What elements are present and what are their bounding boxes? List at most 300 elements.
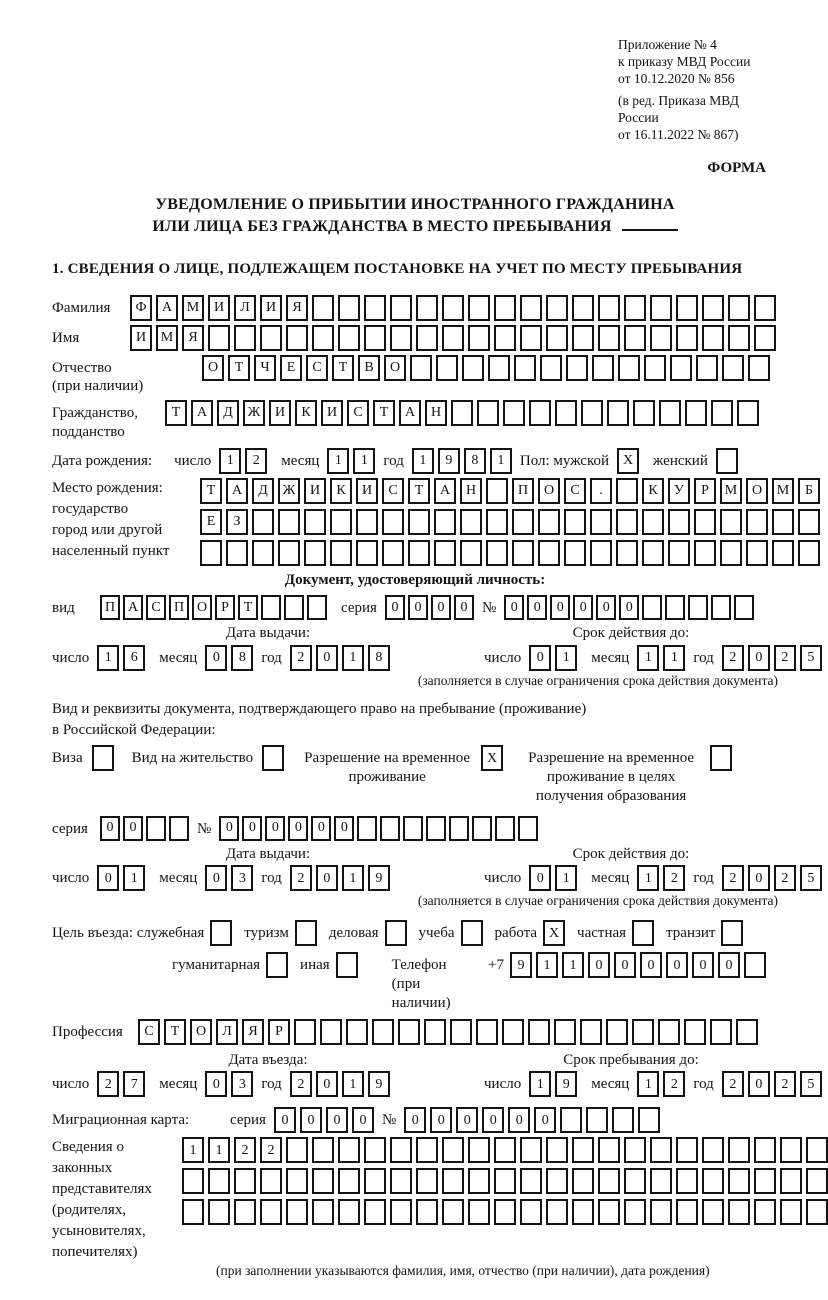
month-label: месяц bbox=[281, 452, 320, 469]
rvp-checkbox bbox=[481, 745, 503, 771]
form-cell: 0 bbox=[288, 816, 308, 841]
form-cell bbox=[462, 355, 484, 381]
form-cell bbox=[711, 595, 731, 620]
form-cell: 0 bbox=[334, 816, 354, 841]
profession-row bbox=[52, 1019, 778, 1045]
phone-digit-cells bbox=[510, 952, 766, 978]
form-cell bbox=[520, 1199, 542, 1225]
month-label: месяц bbox=[159, 870, 198, 887]
form-cell bbox=[572, 295, 594, 321]
form-cell: И bbox=[321, 400, 343, 426]
form-cell bbox=[390, 295, 412, 321]
form-cell bbox=[642, 509, 664, 535]
form-cell: Л bbox=[234, 295, 256, 321]
form-cell bbox=[754, 1137, 776, 1163]
form-cell bbox=[382, 509, 404, 535]
id-doc-type-label: вид bbox=[52, 600, 75, 617]
form-cell: 9 bbox=[555, 1071, 577, 1097]
form-cell: 5 bbox=[800, 645, 822, 671]
form-cell: 0 bbox=[534, 1107, 556, 1133]
form-cell bbox=[580, 1019, 602, 1045]
form-cell: 2 bbox=[722, 865, 744, 891]
form-cell: 2 bbox=[663, 865, 685, 891]
purpose-other-checkbox bbox=[336, 952, 358, 978]
form-cell: X bbox=[617, 448, 639, 474]
form-cell bbox=[278, 509, 300, 535]
id-doc-type-cells bbox=[100, 595, 327, 620]
entry-year-cells bbox=[290, 1071, 390, 1097]
purpose-transit-checkbox bbox=[721, 920, 743, 946]
patronymic-label: Отчество (при наличии) bbox=[52, 359, 144, 395]
form-cell: 1 bbox=[637, 645, 659, 671]
birth-place-label: государство bbox=[52, 500, 129, 517]
entry-dates-row bbox=[52, 1071, 815, 1097]
form-cell bbox=[650, 1137, 672, 1163]
form-cell bbox=[754, 1199, 776, 1225]
phone-field bbox=[392, 952, 766, 1012]
surname-row bbox=[52, 295, 778, 321]
form-cell bbox=[416, 1137, 438, 1163]
form-cell: Ж bbox=[243, 400, 265, 426]
form-cell bbox=[772, 540, 794, 566]
form-cell: С bbox=[382, 478, 404, 504]
form-cell bbox=[754, 295, 776, 321]
form-cell: 2 bbox=[663, 1071, 685, 1097]
form-cell bbox=[320, 1019, 342, 1045]
form-cell bbox=[486, 540, 508, 566]
form-cell bbox=[728, 325, 750, 351]
form-cell bbox=[633, 400, 655, 426]
form-cell bbox=[592, 355, 614, 381]
form-cell bbox=[357, 816, 377, 841]
form-cell bbox=[286, 1168, 308, 1194]
form-cell bbox=[512, 540, 534, 566]
form-cell bbox=[424, 1019, 446, 1045]
form-cell bbox=[286, 1199, 308, 1225]
form-cell bbox=[451, 400, 473, 426]
form-cell: Р bbox=[268, 1019, 290, 1045]
id-valid-month-cells bbox=[637, 645, 685, 671]
stay-issue-year-cells bbox=[290, 865, 390, 891]
form-cell: Е bbox=[280, 355, 302, 381]
form-cell: 0 bbox=[205, 865, 227, 891]
form-cell: М bbox=[720, 478, 742, 504]
stay-doc-dates-titles bbox=[52, 845, 778, 866]
representatives-row3 bbox=[182, 1199, 828, 1225]
form-cell: Я bbox=[286, 295, 308, 321]
form-cell bbox=[694, 540, 716, 566]
form-cell bbox=[200, 540, 222, 566]
form-cell: 5 bbox=[800, 865, 822, 891]
form-cell bbox=[252, 509, 274, 535]
form-cell bbox=[330, 509, 352, 535]
form-cell bbox=[461, 920, 483, 946]
form-cell bbox=[312, 1137, 334, 1163]
form-cell: 0 bbox=[408, 595, 428, 620]
permit-residence bbox=[132, 745, 284, 771]
migration-card-row bbox=[52, 1107, 778, 1133]
form-cell bbox=[798, 540, 820, 566]
form-title bbox=[52, 194, 778, 238]
form-cell bbox=[382, 540, 404, 566]
birth-place-label: Место рождения: bbox=[52, 479, 163, 496]
id-doc-dates-titles bbox=[52, 624, 778, 645]
form-cell: 9 bbox=[438, 448, 460, 474]
form-cell bbox=[702, 295, 724, 321]
stay-until-year-cells bbox=[722, 1071, 822, 1097]
form-cell bbox=[460, 540, 482, 566]
form-cell bbox=[650, 295, 672, 321]
appendix-line: (в ред. Приказа МВД России bbox=[618, 93, 739, 125]
form-cell: 9 bbox=[368, 1071, 390, 1097]
birth-place-labels bbox=[52, 478, 200, 562]
form-cell: И bbox=[130, 325, 152, 351]
form-cell: 0 bbox=[619, 595, 639, 620]
id-doc-row bbox=[52, 595, 778, 620]
day-label: число bbox=[174, 452, 212, 469]
form-cell: Н bbox=[460, 478, 482, 504]
appendix-line: Приложение № 4 bbox=[618, 37, 717, 52]
birth-date-label: Дата рождения: bbox=[52, 452, 153, 469]
stay-doc-valid-title: Срок действия до: bbox=[572, 845, 690, 862]
form-cell bbox=[624, 1168, 646, 1194]
form-cell bbox=[684, 1019, 706, 1045]
form-cell bbox=[385, 920, 407, 946]
form-cell: Л bbox=[216, 1019, 238, 1045]
purpose-work bbox=[495, 920, 566, 946]
form-cell bbox=[581, 400, 603, 426]
form-cell bbox=[616, 540, 638, 566]
form-cell: X bbox=[543, 920, 565, 946]
id-valid-day-cells bbox=[529, 645, 577, 671]
purpose-tourism-label: туризм bbox=[244, 925, 289, 942]
form-cell: Я bbox=[182, 325, 204, 351]
year-label: год bbox=[261, 650, 282, 666]
form-cell bbox=[606, 1019, 628, 1045]
form-cell bbox=[716, 448, 738, 474]
stay-until-date bbox=[484, 1071, 822, 1097]
surname-cells bbox=[130, 295, 776, 321]
form-cell: 1 bbox=[208, 1137, 230, 1163]
form-cell bbox=[736, 1019, 758, 1045]
form-cell: 0 bbox=[205, 645, 227, 671]
form-cell bbox=[737, 400, 759, 426]
representatives-label-line: Сведения о bbox=[52, 1139, 124, 1156]
form-cell bbox=[442, 295, 464, 321]
form-cell bbox=[650, 1199, 672, 1225]
purpose-business-checkbox bbox=[385, 920, 407, 946]
surname-label: Фамилия bbox=[52, 299, 111, 316]
form-cell: П bbox=[169, 595, 189, 620]
form-cell bbox=[260, 1199, 282, 1225]
form-cell: П bbox=[100, 595, 120, 620]
form-cell: 0 bbox=[527, 595, 547, 620]
form-cell: А bbox=[123, 595, 143, 620]
stay-until-day-cells bbox=[529, 1071, 577, 1097]
migration-card-label: Миграционная карта: bbox=[52, 1112, 190, 1129]
birth-place-row3 bbox=[200, 540, 820, 566]
form-cell bbox=[612, 1107, 634, 1133]
form-cell bbox=[286, 1137, 308, 1163]
form-cell bbox=[92, 745, 114, 771]
form-cell bbox=[364, 1137, 386, 1163]
form-cell: 0 bbox=[748, 645, 770, 671]
form-cell: 0 bbox=[430, 1107, 452, 1133]
form-cell: 0 bbox=[454, 595, 474, 620]
form-cell bbox=[304, 540, 326, 566]
form-cell bbox=[208, 1168, 230, 1194]
form-cell bbox=[520, 1137, 542, 1163]
rvp-education-checkbox bbox=[710, 745, 732, 771]
representatives-label-line: попечителях) bbox=[52, 1244, 138, 1261]
form-cell bbox=[806, 1137, 828, 1163]
birth-place-label: город или другой bbox=[52, 521, 163, 538]
stay-doc-line1: Вид и реквизиты документа, подтверждающего право на пребывание (проживание) bbox=[52, 700, 587, 717]
permit-rvp-education bbox=[521, 745, 732, 805]
residence-label: Вид на жительство bbox=[131, 750, 254, 767]
form-cell: И bbox=[260, 295, 282, 321]
purpose-business bbox=[329, 920, 407, 946]
purpose-tourism bbox=[244, 920, 317, 946]
form-cell bbox=[546, 1199, 568, 1225]
representatives-label-line: законных bbox=[52, 1160, 113, 1177]
purpose-humanitarian-label: гуманитарная bbox=[172, 957, 261, 974]
form-cell bbox=[410, 355, 432, 381]
form-cell bbox=[434, 540, 456, 566]
form-cell bbox=[494, 1137, 516, 1163]
form-cell bbox=[754, 1168, 776, 1194]
form-cell: 2 bbox=[290, 865, 312, 891]
form-cell bbox=[780, 1199, 802, 1225]
form-cell: Р bbox=[215, 595, 235, 620]
stay-doc-number-cells bbox=[219, 816, 538, 841]
form-cell: 0 bbox=[311, 816, 331, 841]
purpose-private-label: частная bbox=[577, 925, 627, 942]
form-cell bbox=[685, 400, 707, 426]
form-cell: Т bbox=[332, 355, 354, 381]
form-cell: 6 bbox=[123, 645, 145, 671]
form-cell: 1 bbox=[562, 952, 584, 978]
day-label: число bbox=[484, 1076, 522, 1093]
birth-year-cells bbox=[412, 448, 512, 474]
purpose-official bbox=[52, 920, 232, 946]
id-doc-issue-title: Дата выдачи: bbox=[225, 625, 311, 642]
form-cell: Я bbox=[242, 1019, 264, 1045]
form-cell bbox=[564, 509, 586, 535]
form-cell bbox=[380, 816, 400, 841]
stay-until-month-cells bbox=[637, 1071, 685, 1097]
representatives-row1 bbox=[182, 1137, 828, 1163]
form-cell bbox=[494, 1168, 516, 1194]
form-cell: 0 bbox=[97, 865, 119, 891]
form-cell: 7 bbox=[123, 1071, 145, 1097]
form-cell bbox=[728, 1137, 750, 1163]
form-cell bbox=[668, 540, 690, 566]
form-cell bbox=[234, 1168, 256, 1194]
form-cell: Т bbox=[238, 595, 258, 620]
form-cell bbox=[702, 1137, 724, 1163]
form-cell bbox=[390, 1137, 412, 1163]
form-cell bbox=[744, 952, 766, 978]
form-cell bbox=[494, 1199, 516, 1225]
form-cell bbox=[586, 1107, 608, 1133]
id-doc-dates-row bbox=[52, 645, 815, 671]
form-cell bbox=[676, 1137, 698, 1163]
form-cell: 1 bbox=[342, 865, 364, 891]
form-cell: 1 bbox=[342, 645, 364, 671]
purpose-row2 bbox=[172, 952, 778, 1012]
profession-cells bbox=[138, 1019, 758, 1045]
visa-label: Виза bbox=[52, 750, 83, 767]
form-cell bbox=[169, 816, 189, 841]
form-cell bbox=[598, 1199, 620, 1225]
form-cell bbox=[710, 745, 732, 771]
form-cell: 0 bbox=[666, 952, 688, 978]
form-cell: 1 bbox=[353, 448, 375, 474]
form-cell bbox=[486, 509, 508, 535]
form-cell: 5 bbox=[800, 1071, 822, 1097]
form-cell: 3 bbox=[231, 1071, 253, 1097]
form-cell: О bbox=[190, 1019, 212, 1045]
form-cell bbox=[502, 1019, 524, 1045]
form-cell bbox=[644, 355, 666, 381]
form-cell bbox=[364, 1168, 386, 1194]
representatives-block bbox=[52, 1137, 778, 1263]
purpose-work-checkbox bbox=[543, 920, 565, 946]
sex-male-checkbox bbox=[617, 448, 639, 474]
form-cell bbox=[260, 325, 282, 351]
form-cell bbox=[702, 1199, 724, 1225]
year-label: год bbox=[261, 870, 282, 887]
form-cell: У bbox=[668, 478, 690, 504]
form-cell: Т bbox=[165, 400, 187, 426]
form-cell bbox=[598, 1137, 620, 1163]
form-cell: О bbox=[192, 595, 212, 620]
form-cell bbox=[338, 325, 360, 351]
stay-doc-series-label: серия bbox=[52, 820, 88, 837]
form-cell: Т bbox=[228, 355, 250, 381]
form-cell: Т bbox=[164, 1019, 186, 1045]
form-cell bbox=[338, 1137, 360, 1163]
form-cell: К bbox=[295, 400, 317, 426]
form-cell: Ж bbox=[278, 478, 300, 504]
form-cell bbox=[590, 540, 612, 566]
form-cell bbox=[503, 400, 525, 426]
form-cell bbox=[624, 1199, 646, 1225]
year-label: год bbox=[693, 1076, 714, 1093]
day-label: число bbox=[484, 650, 522, 666]
form-cell: 2 bbox=[290, 645, 312, 671]
form-cell bbox=[670, 355, 692, 381]
form-cell bbox=[806, 1199, 828, 1225]
form-cell bbox=[182, 1199, 204, 1225]
id-doc-heading: Документ, удостоверяющий личность: bbox=[284, 571, 546, 588]
representatives-label-line: (родителях, bbox=[52, 1202, 127, 1219]
year-label: год bbox=[383, 452, 404, 469]
form-cell: 1 bbox=[663, 645, 685, 671]
migration-series-cells bbox=[274, 1107, 374, 1133]
form-cell bbox=[234, 325, 256, 351]
form-cell bbox=[754, 325, 776, 351]
form-cell bbox=[676, 1168, 698, 1194]
form-cell bbox=[390, 1168, 412, 1194]
form-cell bbox=[336, 952, 358, 978]
permit-rvp bbox=[302, 745, 503, 787]
form-cell: . bbox=[590, 478, 612, 504]
entry-date bbox=[52, 1071, 484, 1097]
form-cell: 0 bbox=[300, 1107, 322, 1133]
migration-series-label: серия bbox=[230, 1112, 266, 1129]
form-cell: 8 bbox=[464, 448, 486, 474]
form-cell bbox=[494, 325, 516, 351]
form-cell: 3 bbox=[231, 865, 253, 891]
form-cell bbox=[746, 509, 768, 535]
form-cell: 0 bbox=[352, 1107, 374, 1133]
form-cell bbox=[566, 355, 588, 381]
form-cell: 2 bbox=[290, 1071, 312, 1097]
form-cell: 2 bbox=[234, 1137, 256, 1163]
form-cell: 1 bbox=[182, 1137, 204, 1163]
form-cell: О bbox=[384, 355, 406, 381]
form-cell: А bbox=[399, 400, 421, 426]
form-cell bbox=[520, 325, 542, 351]
form-cell bbox=[284, 595, 304, 620]
form-cell: 2 bbox=[774, 865, 796, 891]
form-cell: 1 bbox=[637, 865, 659, 891]
form-cell bbox=[312, 295, 334, 321]
appendix-line: от 16.11.2022 № 867) bbox=[618, 127, 739, 142]
form-cell: 0 bbox=[504, 595, 524, 620]
form-cell: 1 bbox=[637, 1071, 659, 1097]
form-cell bbox=[618, 355, 640, 381]
id-doc-valid-title: Срок действия до: bbox=[572, 625, 690, 642]
purpose-study bbox=[419, 920, 483, 946]
id-valid-year-cells bbox=[722, 645, 822, 671]
form-cell bbox=[564, 540, 586, 566]
form-cell bbox=[460, 509, 482, 535]
stay-valid-year-cells bbox=[722, 865, 822, 891]
form-cell bbox=[442, 1137, 464, 1163]
stay-doc-series-cells bbox=[100, 816, 189, 841]
form-cell bbox=[598, 1168, 620, 1194]
purpose-business-label: деловая bbox=[328, 925, 379, 942]
form-cell: 0 bbox=[718, 952, 740, 978]
form-cell bbox=[560, 1107, 582, 1133]
phone-prefix: +7 bbox=[488, 957, 504, 974]
form-cell bbox=[529, 400, 551, 426]
stay-until-title: Срок пребывания до: bbox=[563, 1051, 699, 1068]
sex-female-label: женский bbox=[653, 452, 708, 469]
month-label: месяц bbox=[159, 650, 198, 666]
stay-doc-issue-title: Дата выдачи: bbox=[225, 845, 311, 862]
entry-day-cells bbox=[97, 1071, 145, 1097]
form-cell bbox=[278, 540, 300, 566]
form-cell: 0 bbox=[385, 595, 405, 620]
form-cell bbox=[538, 509, 560, 535]
form-cell bbox=[488, 355, 510, 381]
visa-checkbox bbox=[92, 745, 114, 771]
form-cell bbox=[555, 400, 577, 426]
form-cell: П bbox=[512, 478, 534, 504]
form-cell bbox=[468, 1199, 490, 1225]
form-cell: 0 bbox=[274, 1107, 296, 1133]
form-cell: 0 bbox=[123, 816, 143, 841]
form-cell bbox=[721, 920, 743, 946]
form-cell bbox=[468, 1168, 490, 1194]
residence-checkbox bbox=[262, 745, 284, 771]
form-cell: 0 bbox=[640, 952, 662, 978]
form-cell: О bbox=[746, 478, 768, 504]
